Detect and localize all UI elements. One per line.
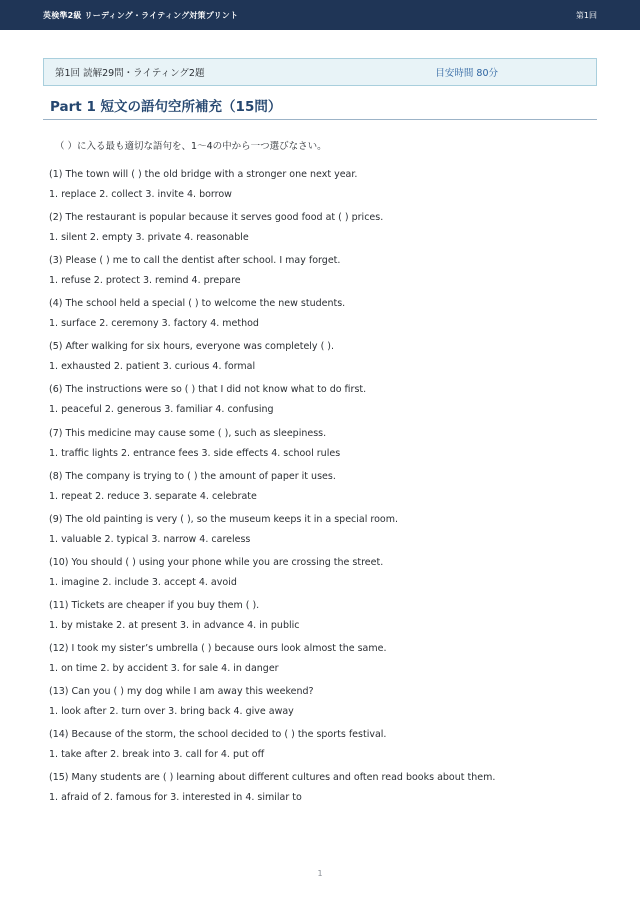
question-item bbox=[49, 255, 597, 298]
question-item bbox=[49, 169, 597, 212]
question-stem: (3) Please ( ) me to call the dentist after school. I may forget. bbox=[49, 255, 341, 267]
question-stem: (14) Because of the storm, the school decided to ( ) the sports festival. bbox=[49, 729, 387, 741]
question-choices: 1. replace 2. collect 3. invite 4. borrow bbox=[49, 189, 232, 200]
question-list bbox=[49, 169, 597, 815]
question-choices: 1. valuable 2. typical 3. narrow 4. careless bbox=[49, 533, 251, 545]
question-item bbox=[49, 341, 597, 384]
question-item bbox=[49, 643, 597, 686]
question-stem: (7) This medicine may cause some ( ), such as sleepiness. bbox=[49, 427, 327, 439]
question-choices: 1. surface 2. ceremony 3. factory 4. method bbox=[49, 318, 259, 330]
question-choices: 1. exhausted 2. patient 3. curious 4. formal bbox=[49, 361, 256, 373]
question-item bbox=[49, 686, 597, 729]
question-stem: (5) After walking for six hours, everyone was completely ( ). bbox=[49, 341, 335, 353]
question-stem: (1) The town will ( ) the old bridge with a stronger one next year. bbox=[49, 169, 358, 180]
question-item bbox=[49, 514, 597, 557]
question-item bbox=[49, 384, 597, 427]
info-box-summary: 第1回 読解29問・ライティング2題 bbox=[55, 68, 205, 79]
question-item bbox=[49, 471, 597, 514]
question-item bbox=[49, 729, 597, 772]
question-stem: (8) The company is trying to ( ) the amount of paper it uses. bbox=[49, 470, 336, 482]
question-stem: (13) Can you ( ) my dog while I am away this weekend? bbox=[49, 686, 314, 698]
question-item bbox=[49, 600, 597, 643]
question-choices: 1. traffic lights 2. entrance fees 3. side effects 4. school rules bbox=[49, 447, 341, 459]
header-round: 第1回 bbox=[575, 10, 597, 20]
question-item bbox=[49, 428, 597, 471]
page-header bbox=[0, 0, 640, 30]
question-stem: (9) The old painting is very ( ), so the museum keeps it in a special room. bbox=[49, 513, 398, 525]
question-stem: (11) Tickets are cheaper if you buy them ( ). bbox=[49, 599, 260, 611]
question-choices: 1. peaceful 2. generous 3. familiar 4. confusing bbox=[49, 404, 274, 416]
question-choices: 1. by mistake 2. at present 3. in advance 4. in public bbox=[49, 619, 300, 631]
question-choices: 1. look after 2. turn over 3. bring back 4. give away bbox=[49, 706, 294, 718]
info-box bbox=[43, 58, 597, 86]
question-choices: 1. repeat 2. reduce 3. separate 4. celebrate bbox=[49, 490, 257, 502]
question-choices: 1. on time 2. by accident 3. for sale 4. in danger bbox=[49, 663, 279, 675]
instructions: （ ）に入る最も適切な語句を、1〜4の中から一つ選びなさい。 bbox=[55, 141, 327, 152]
question-item bbox=[49, 557, 597, 600]
part-divider bbox=[43, 119, 597, 120]
info-box-time: 目安時間 80分 bbox=[435, 68, 498, 79]
question-choices: 1. silent 2. empty 3. private 4. reasonable bbox=[49, 232, 249, 244]
header-title: 英検準2級 リーディング・ライティング対策プリント bbox=[43, 10, 239, 20]
question-stem: (15) Many students are ( ) learning about different cultures and often read books about them. bbox=[49, 772, 496, 784]
question-stem: (2) The restaurant is popular because it serves good food at ( ) prices. bbox=[49, 212, 384, 224]
question-stem: (12) I took my sister’s umbrella ( ) because ours look almost the same. bbox=[49, 643, 387, 655]
question-item bbox=[49, 772, 597, 815]
page-number: 1 bbox=[317, 869, 323, 878]
question-choices: 1. afraid of 2. famous for 3. interested in 4. similar to bbox=[49, 792, 302, 804]
question-item bbox=[49, 212, 597, 255]
part-title: Part 1 短文の語句空所補充（15問） bbox=[50, 99, 282, 115]
question-choices: 1. imagine 2. include 3. accept 4. avoid bbox=[49, 576, 237, 588]
question-stem: (4) The school held a special ( ) to welcome the new students. bbox=[49, 298, 346, 310]
question-choices: 1. take after 2. break into 3. call for 4. put off bbox=[49, 749, 265, 761]
question-stem: (10) You should ( ) using your phone while you are crossing the street. bbox=[49, 556, 384, 568]
question-stem: (6) The instructions were so ( ) that I did not know what to do first. bbox=[49, 384, 367, 396]
question-choices: 1. refuse 2. protect 3. remind 4. prepare bbox=[49, 275, 241, 287]
question-item bbox=[49, 298, 597, 341]
